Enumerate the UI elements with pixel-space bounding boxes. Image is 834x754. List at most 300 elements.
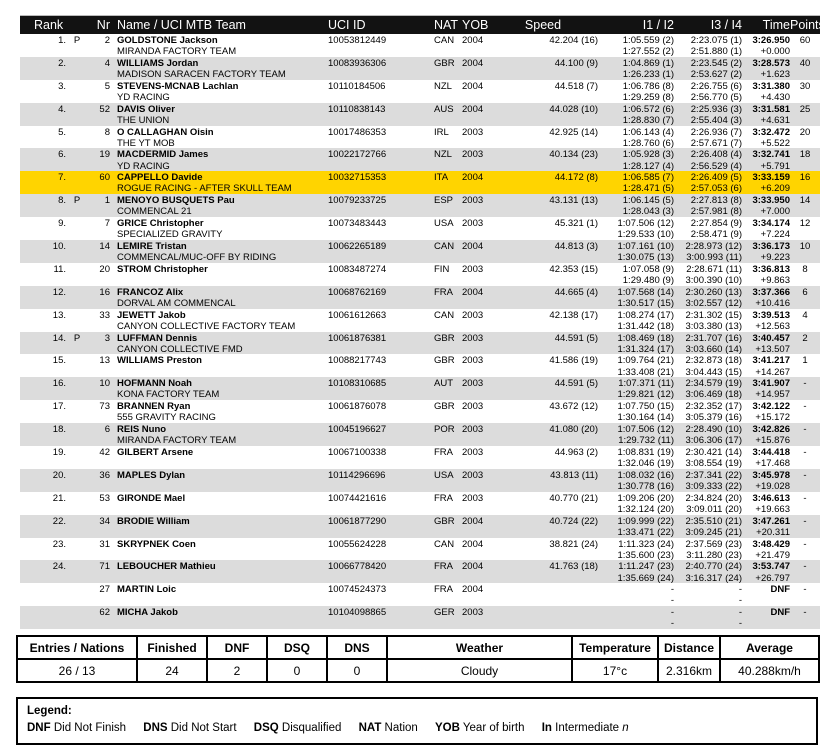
summary-header-dns: DNS xyxy=(327,636,387,659)
rider-i1-i2 xyxy=(598,241,674,263)
rider-i2: 1:30.778 (16) xyxy=(617,481,674,493)
rider-time: 3:26.950 xyxy=(752,35,790,46)
rider-gap: +4.631 xyxy=(760,114,790,126)
rider-i4: 3:08.554 (19) xyxy=(685,458,742,470)
rider-i3-i4 xyxy=(674,195,742,217)
rider-i3: 2:25.936 (3) xyxy=(690,103,742,115)
rider-time: 3:32.472 xyxy=(752,126,790,138)
rider-name: STEVENS-MCNAB Lachlan xyxy=(117,80,239,92)
rider-uci-id: 10083487274 xyxy=(328,263,387,275)
rider-i4: 2:51.880 (1) xyxy=(690,46,742,58)
rider-i4: 3:09.245 (21) xyxy=(685,526,742,538)
rider-i1: 1:08.831 (19) xyxy=(617,447,674,459)
rider-protected-flag xyxy=(68,310,86,332)
rider-nation: FIN xyxy=(434,263,450,275)
table-row xyxy=(20,492,820,515)
rider-time-gap xyxy=(742,310,790,332)
rider-i1-i2 xyxy=(598,35,674,57)
rider-name: MENOYO BUSQUETS Pau xyxy=(117,195,235,207)
rider-gap: +9.863 xyxy=(760,275,790,286)
rider-i3-i4 xyxy=(674,355,742,377)
rider-i3-i4 xyxy=(674,378,742,400)
rider-time: 3:42.122 xyxy=(752,401,790,413)
col-header-nr: Nr xyxy=(96,18,110,32)
rider-protected-flag xyxy=(68,127,86,149)
rider-i3-i4 xyxy=(674,607,742,629)
rider-i1: 1:07.161 (10) xyxy=(617,241,674,253)
rider-time: 3:44.418 xyxy=(752,447,790,459)
rider-gap: +19.028 xyxy=(755,481,790,493)
rider-name-team xyxy=(110,333,310,355)
rider-rank: 5. xyxy=(58,126,66,138)
rider-i4: 3:05.379 (16) xyxy=(685,412,742,424)
rider-time: 3:33.159 xyxy=(752,172,790,184)
rider-rank: 3. xyxy=(58,80,66,92)
rider-number: 62 xyxy=(99,607,110,619)
rider-name: BRODIE William xyxy=(117,515,190,527)
rider-uci-id: 10053812449 xyxy=(328,35,387,46)
rider-points: 12 xyxy=(799,218,811,230)
rider-points: 6 xyxy=(802,286,808,298)
rider-rank: 7. xyxy=(58,172,66,184)
rider-protected-flag: P xyxy=(73,195,81,207)
rider-speed xyxy=(488,584,598,606)
rider-points: - xyxy=(803,584,807,596)
rider-nation: FRA xyxy=(434,286,453,298)
rider-i3-i4 xyxy=(674,561,742,583)
legend-item-dnf: DNF Did Not Finish xyxy=(27,722,127,734)
rider-yob: 2003 xyxy=(462,263,484,275)
rider-i2: 1:29.533 (10) xyxy=(617,229,674,241)
rider-i2: 1:30.164 (14) xyxy=(617,412,674,424)
rider-i3-i4 xyxy=(674,172,742,194)
rider-number: 34 xyxy=(99,515,110,527)
rider-number: 73 xyxy=(99,401,110,413)
rider-name-team xyxy=(110,218,310,240)
rider-i3-i4 xyxy=(674,287,742,309)
table-row xyxy=(20,377,820,400)
rider-nation: GBR xyxy=(434,515,455,527)
rider-protected-flag xyxy=(68,355,86,377)
summary-header-distance: Distance xyxy=(658,636,720,659)
rider-uci-id: 10045196627 xyxy=(328,424,387,436)
rider-rank: 19. xyxy=(52,447,66,459)
rider-protected-flag xyxy=(68,516,86,538)
rider-protected-flag: P xyxy=(73,332,81,344)
table-row xyxy=(20,332,820,355)
rider-i2: 1:29.732 (11) xyxy=(618,435,674,447)
rider-i3-i4 xyxy=(674,447,742,469)
table-row xyxy=(20,400,820,423)
rider-i1: 1:06.143 (4) xyxy=(622,126,674,138)
rider-i3-i4 xyxy=(674,470,742,492)
rider-team: KONA FACTORY TEAM xyxy=(117,389,220,401)
rider-points: - xyxy=(803,607,807,619)
results-header-row xyxy=(20,16,825,34)
col-header-name: Name / UCI MTB Team xyxy=(117,18,246,32)
table-row xyxy=(20,126,820,149)
rider-i2: 1:30.075 (13) xyxy=(617,252,674,264)
rider-yob: 2004 xyxy=(462,35,484,46)
rider-i2: 1:28.127 (4) xyxy=(622,160,674,172)
col-header-nat: NAT xyxy=(434,18,459,32)
rider-i2: 1:28.760 (6) xyxy=(622,137,674,149)
rider-i1-i2 xyxy=(598,378,674,400)
summary-header-dsq: DSQ xyxy=(267,636,327,659)
rider-name-team xyxy=(110,561,310,583)
rider-i4: 3:03.660 (14) xyxy=(685,343,742,355)
rider-team: THE UNION xyxy=(117,114,170,126)
rider-name: GOLDSTONE Jackson xyxy=(117,35,218,46)
rider-i3: 2:26.755 (6) xyxy=(690,80,742,92)
rider-gap: +15.876 xyxy=(755,435,790,447)
rider-i1-i2 xyxy=(598,493,674,515)
rider-i3-i4 xyxy=(674,493,742,515)
rider-name: GILBERT Arsene xyxy=(117,447,194,459)
rider-i1: 1:07.506 (12) xyxy=(617,424,674,436)
rider-nation: CAN xyxy=(434,35,455,46)
col-header-i1-i2: I1 / I2 xyxy=(642,18,674,32)
rider-uci-id: 10110184506 xyxy=(328,80,386,92)
rider-yob: 2004 xyxy=(462,103,484,115)
rider-i1: 1:09.764 (21) xyxy=(617,355,674,367)
rider-i3: 2:30.421 (14) xyxy=(685,447,742,459)
rider-i2: 1:31.324 (17) xyxy=(617,343,674,355)
rider-name-team xyxy=(110,539,310,561)
rider-time-gap xyxy=(742,172,790,194)
rider-team: COMMENCAL 21 xyxy=(117,206,192,218)
rider-speed: 38.821 (24) xyxy=(549,538,598,550)
rider-name-team xyxy=(110,310,310,332)
rider-time: 3:41.217 xyxy=(752,355,790,367)
rider-team: THE YT MOB xyxy=(117,137,175,149)
rider-name-team xyxy=(110,58,310,80)
rider-i2: 1:31.442 (18) xyxy=(617,320,674,332)
rider-uci-id: 10017486353 xyxy=(328,126,387,138)
results-rows xyxy=(20,34,820,629)
rider-name: BRANNEN Ryan xyxy=(117,401,191,413)
rider-i3-i4 xyxy=(674,104,742,126)
rider-time-gap xyxy=(742,424,790,446)
rider-points: 20 xyxy=(799,126,811,138)
rider-points: 30 xyxy=(799,80,811,92)
legend-title: Legend: xyxy=(27,705,72,717)
rider-i2: 1:26.233 (1) xyxy=(622,68,674,80)
summary-header-entries-nations: Entries / Nations xyxy=(17,636,137,659)
legend-item-dns: DNS Did Not Start xyxy=(143,722,237,734)
rider-gap: +20.311 xyxy=(756,526,790,538)
rider-time: 3:36.813 xyxy=(752,263,790,275)
rider-i2: 1:29.259 (8) xyxy=(622,91,674,103)
rider-gap: +19.663 xyxy=(755,503,790,515)
rider-time: DNF xyxy=(770,607,790,619)
rider-rank: 12. xyxy=(52,286,66,298)
rider-team: MIRANDA FACTORY TEAM xyxy=(117,435,237,447)
rider-i1-i2 xyxy=(598,172,674,194)
rider-yob: 2003 xyxy=(462,126,484,138)
rider-points: 2 xyxy=(802,332,808,344)
rider-i4: - xyxy=(738,595,742,607)
col-header-i3-i4: I3 / I4 xyxy=(710,18,742,32)
rider-time-gap xyxy=(742,264,790,286)
rider-i3: 2:40.770 (24) xyxy=(685,561,742,573)
rider-number: 1 xyxy=(104,195,110,207)
rider-name-team xyxy=(110,516,310,538)
rider-i1: 1:06.786 (8) xyxy=(622,80,674,92)
rider-i3: 2:37.569 (23) xyxy=(685,538,742,550)
rider-name: DAVIS Oliver xyxy=(117,103,175,115)
rider-i1-i2 xyxy=(598,355,674,377)
rider-rank: 24. xyxy=(52,561,66,573)
rider-time: DNF xyxy=(770,584,790,596)
table-row xyxy=(20,240,820,263)
rider-i1: 1:05.559 (2) xyxy=(622,35,674,46)
rider-time: 3:46.613 xyxy=(752,492,790,504)
rider-uci-id: 10061612663 xyxy=(328,309,387,321)
rider-name: MARTIN Loic xyxy=(117,584,177,596)
rider-i3-i4 xyxy=(674,58,742,80)
rider-gap: +7.000 xyxy=(760,206,790,218)
table-row xyxy=(20,263,820,286)
rider-name-team xyxy=(110,172,310,194)
rider-protected-flag xyxy=(68,470,86,492)
rider-speed: 44.591 (5) xyxy=(554,332,598,344)
rider-i4: 2:53.627 (2) xyxy=(690,68,742,80)
rider-i1-i2 xyxy=(598,264,674,286)
rider-time: 3:48.429 xyxy=(752,538,790,550)
table-row xyxy=(20,515,820,538)
rider-i4: 3:06.306 (17) xyxy=(685,435,742,447)
rider-speed: 41.763 (18) xyxy=(549,561,598,573)
table-row xyxy=(20,103,820,126)
rider-time: 3:39.513 xyxy=(752,309,790,321)
rider-i3-i4 xyxy=(674,81,742,103)
rider-i4: 2:56.770 (5) xyxy=(690,91,742,103)
rider-nation: NZL xyxy=(434,80,452,92)
rider-i1: 1:06.572 (6) xyxy=(622,103,674,115)
rider-name: STROM Christopher xyxy=(117,263,208,275)
rider-time: 3:31.380 xyxy=(752,80,790,92)
rider-rank: 11. xyxy=(53,263,66,275)
rider-i1: - xyxy=(670,584,674,596)
summary-value-dnf: 2 xyxy=(207,659,267,682)
rider-rank xyxy=(20,584,68,606)
rider-speed: 44.665 (4) xyxy=(554,286,598,298)
rider-i2: - xyxy=(670,618,674,630)
rider-points: 40 xyxy=(799,57,811,69)
rider-number: 27 xyxy=(99,584,110,596)
table-row xyxy=(20,217,820,240)
rider-i4: 3:16.317 (24) xyxy=(685,572,742,584)
rider-uci-id: 10067100338 xyxy=(328,447,387,459)
rider-i3: 2:23.545 (2) xyxy=(690,57,742,69)
rider-i4: 3:09.011 (20) xyxy=(686,503,742,515)
rider-i3: 2:26.409 (5) xyxy=(690,172,742,184)
col-header-time: Time xyxy=(762,18,790,32)
rider-yob: 2003 xyxy=(462,355,484,367)
rider-speed: 44.591 (5) xyxy=(554,378,598,390)
rider-speed: 42.204 (16) xyxy=(549,35,598,46)
rider-time: 3:28.573 xyxy=(752,57,790,69)
rider-points: 14 xyxy=(799,195,811,207)
rider-i1: 1:07.568 (14) xyxy=(617,286,674,298)
table-row xyxy=(20,34,820,57)
rider-points: 18 xyxy=(799,149,811,161)
rider-uci-id: 10079233725 xyxy=(328,195,387,207)
rider-i4: 2:58.471 (9) xyxy=(690,229,742,241)
summary-header-dnf: DNF xyxy=(207,636,267,659)
rider-number: 53 xyxy=(99,492,110,504)
rider-uci-id: 10108310685 xyxy=(328,378,387,390)
rider-i3-i4 xyxy=(674,127,742,149)
rider-uci-id: 10074524373 xyxy=(328,584,387,596)
rider-number: 13 xyxy=(99,355,110,367)
rider-gap: +15.172 xyxy=(755,412,790,424)
rider-time-gap xyxy=(742,195,790,217)
rider-name-team xyxy=(110,493,310,515)
legend-items xyxy=(27,720,807,737)
rider-i1-i2 xyxy=(598,218,674,240)
rider-team: YD RACING xyxy=(117,91,170,103)
rider-number: 60 xyxy=(99,172,110,184)
rider-i1-i2 xyxy=(598,424,674,446)
rider-nation: FRA xyxy=(434,584,453,596)
rider-i2: 1:32.046 (19) xyxy=(617,458,674,470)
rider-time: 3:41.907 xyxy=(752,378,790,390)
rider-protected-flag xyxy=(68,218,86,240)
rider-uci-id: 10061876381 xyxy=(328,332,387,344)
rider-yob: 2003 xyxy=(462,149,484,161)
rider-yob: 2003 xyxy=(462,332,484,344)
rider-i3: 2:26.408 (4) xyxy=(690,149,742,161)
rider-time-gap xyxy=(742,333,790,355)
rider-i1-i2 xyxy=(598,287,674,309)
rider-speed: 40.770 (21) xyxy=(549,492,598,504)
rider-time-gap xyxy=(742,58,790,80)
rider-speed: 45.321 (1) xyxy=(554,218,598,230)
rider-i1: 1:08.274 (17) xyxy=(617,309,674,321)
rider-time: 3:40.457 xyxy=(752,332,790,344)
legend-box xyxy=(16,697,818,745)
rider-i1-i2 xyxy=(598,104,674,126)
rider-protected-flag xyxy=(68,539,86,561)
rider-i2: 1:27.552 (2) xyxy=(622,46,674,58)
rider-i3: 2:34.824 (20) xyxy=(685,492,742,504)
rider-rank: 22. xyxy=(52,515,66,527)
rider-speed: 41.586 (19) xyxy=(549,355,598,367)
rider-name-team xyxy=(110,287,310,309)
rider-i1-i2 xyxy=(598,310,674,332)
rider-i3: 2:26.936 (7) xyxy=(690,126,742,138)
rider-speed: 44.100 (9) xyxy=(554,57,598,69)
rider-name-team xyxy=(110,127,310,149)
rider-i4: 2:56.529 (4) xyxy=(690,160,742,172)
rider-uci-id: 10062265189 xyxy=(328,241,387,253)
rider-team: COMMENCAL/MUC-OFF BY RIDING xyxy=(117,252,277,264)
rider-i3-i4 xyxy=(674,218,742,240)
rider-name: LEBOUCHER Mathieu xyxy=(117,561,216,573)
rider-points: - xyxy=(803,538,807,550)
legend-item-dsq: DSQ Disqualified xyxy=(253,722,342,734)
rider-team: ROGUE RACING - AFTER SKULL TEAM xyxy=(117,183,292,195)
rider-yob: 2004 xyxy=(462,241,484,253)
col-header-points: Points xyxy=(790,18,825,32)
rider-nation: AUT xyxy=(434,378,453,390)
rider-rank: 16. xyxy=(52,378,66,390)
rider-number: 7 xyxy=(104,218,110,230)
rider-yob: 2004 xyxy=(462,286,484,298)
rider-i3-i4 xyxy=(674,333,742,355)
rider-i3: 2:30.260 (13) xyxy=(685,286,742,298)
rider-time-gap xyxy=(742,35,790,57)
rider-uci-id: 10114296696 xyxy=(328,469,386,481)
rider-name-team xyxy=(110,401,310,423)
rider-protected-flag xyxy=(68,447,86,469)
table-row xyxy=(20,171,820,194)
rider-uci-id: 10022172766 xyxy=(328,149,387,161)
rider-points: - xyxy=(803,424,807,436)
rider-team: CANYON COLLECTIVE FMD xyxy=(117,343,243,355)
rider-number: 10 xyxy=(99,378,110,390)
table-row xyxy=(20,57,820,80)
rider-name: WILLIAMS Jordan xyxy=(117,57,199,69)
rider-i2: 1:35.600 (23) xyxy=(617,549,674,561)
rider-points: 10 xyxy=(799,241,811,253)
rider-rank: 9. xyxy=(58,218,66,230)
rider-yob: 2003 xyxy=(462,492,484,504)
rider-points: 16 xyxy=(799,172,811,184)
rider-speed: 42.138 (17) xyxy=(549,309,598,321)
rider-gap: +6.209 xyxy=(760,183,790,195)
rider-name: SKRYPNEK Coen xyxy=(117,538,196,550)
rider-name: JEWETT Jakob xyxy=(117,309,186,321)
rider-name-team xyxy=(110,241,310,263)
rider-speed: 42.925 (14) xyxy=(549,126,598,138)
rider-name-team xyxy=(110,424,310,446)
rider-i1-i2 xyxy=(598,516,674,538)
rider-time-gap xyxy=(742,470,790,492)
rider-uci-id: 10083936306 xyxy=(328,57,387,69)
rider-yob: 2004 xyxy=(462,172,484,184)
rider-name: LEMIRE Tristan xyxy=(117,241,187,253)
rider-i4: 3:02.557 (12) xyxy=(685,297,742,309)
table-row xyxy=(20,309,820,332)
rider-uci-id: 10110838143 xyxy=(328,103,386,115)
rider-nation: GBR xyxy=(434,332,455,344)
rider-number: 5 xyxy=(104,80,110,92)
rider-name: O CALLAGHAN Oisin xyxy=(117,126,214,138)
rider-i3: 2:27.854 (9) xyxy=(690,218,742,230)
rider-protected-flag xyxy=(68,561,86,583)
rider-number: 52 xyxy=(99,103,110,115)
rider-i3-i4 xyxy=(674,516,742,538)
rider-gap: +21.479 xyxy=(755,549,790,561)
rider-i1: 1:07.058 (9) xyxy=(622,263,674,275)
rider-rank: 8. xyxy=(58,195,66,207)
summary-header-average: Average xyxy=(720,636,819,659)
rider-i1: 1:07.506 (12) xyxy=(617,218,674,230)
rider-yob: 2004 xyxy=(462,80,484,92)
rider-nation: FRA xyxy=(434,492,453,504)
rider-yob: 2003 xyxy=(462,378,484,390)
rider-nation: IRL xyxy=(434,126,449,138)
rider-uci-id: 10061877290 xyxy=(328,515,387,527)
rider-i1-i2 xyxy=(598,127,674,149)
rider-i2: 1:28.830 (7) xyxy=(622,114,674,126)
rider-rank: 4. xyxy=(58,103,66,115)
rider-time: 3:36.173 xyxy=(752,241,790,253)
rider-speed: 44.518 (7) xyxy=(554,80,598,92)
